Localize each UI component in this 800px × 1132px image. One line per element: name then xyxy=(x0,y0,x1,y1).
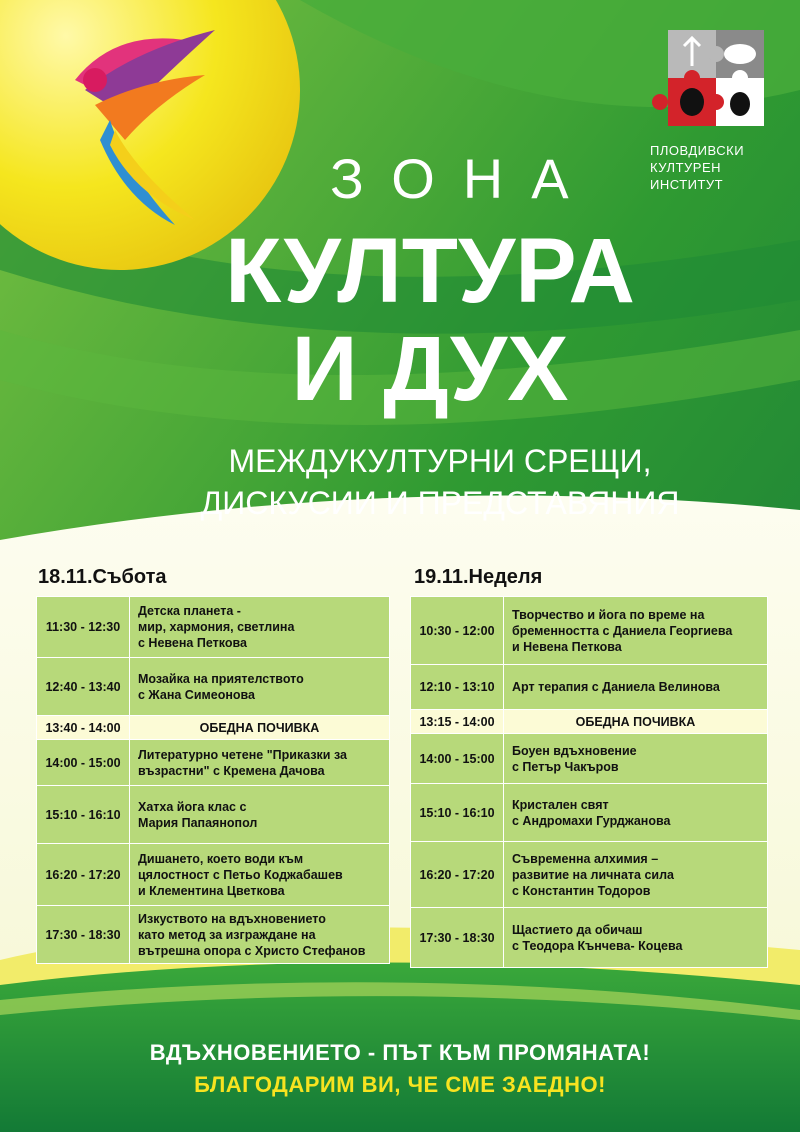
activity-line: Литературно четене "Приказки за xyxy=(138,747,347,762)
activity-line: вътрешна опора с Христо Стефанов xyxy=(138,943,366,958)
schedule-row xyxy=(37,786,390,844)
activity-cell xyxy=(130,740,390,786)
activity-line: Изкуството на вдъхновението xyxy=(138,911,326,926)
activity-line: с Жана Симеонова xyxy=(138,687,256,702)
schedule-row xyxy=(411,908,768,968)
activity-line: с Петър Чакъров xyxy=(512,759,619,774)
break-row xyxy=(37,716,390,740)
day-heading-saturday: 18.11.Събота xyxy=(38,566,167,588)
time-cell: 12:10 - 13:10 xyxy=(411,665,504,710)
activity-line: с Невена Петкова xyxy=(138,636,247,650)
schedule-row xyxy=(411,597,768,665)
activity-line: с Теодора Кънчева- Коцева xyxy=(512,938,683,953)
schedule-row xyxy=(411,665,768,710)
time-cell: 14:00 - 15:00 xyxy=(411,734,504,784)
activity-line: развитие на личната сила xyxy=(512,867,674,882)
schedule-table-sunday xyxy=(410,596,768,968)
subtitle-line: ДИСКУСИИ И ПРЕДСТАВЯНИЯ xyxy=(200,485,680,521)
activity-cell xyxy=(504,908,768,968)
activity-line: бременността с Даниела Георгиева xyxy=(512,623,733,638)
activity-line: цялостност с Петьо Коджабашев xyxy=(138,867,343,882)
time-cell: 16:20 - 17:20 xyxy=(37,844,130,906)
footer-thanks: БЛАГОДАРИМ ВИ, ЧЕ СМЕ ЗАЕДНО! xyxy=(194,1072,606,1097)
title-top: ЗОНА xyxy=(330,147,597,210)
schedule-row xyxy=(37,658,390,716)
schedule-row xyxy=(37,740,390,786)
org-name-line: ИНСТИТУТ xyxy=(650,177,724,192)
activity-line: Кристален свят xyxy=(512,797,609,812)
activity-cell xyxy=(504,842,768,908)
activity-line: с Константин Тодоров xyxy=(512,883,651,898)
schedule-row xyxy=(411,842,768,908)
puzzle-arts-logo-icon xyxy=(648,26,772,134)
activity-line: Мария Папаянопол xyxy=(138,815,258,830)
footer-slogan: ВДЪХНОВЕНИЕТО - ПЪТ КЪМ ПРОМЯНАТА! xyxy=(149,1040,651,1065)
day-heading-sunday: 19.11.Неделя xyxy=(414,566,543,588)
main-title-line: И ДУХ xyxy=(291,318,569,420)
org-name-line: ПЛОВДИВСКИ xyxy=(650,143,745,158)
activity-cell xyxy=(130,597,390,658)
activity-cell xyxy=(130,906,390,964)
activity-cell xyxy=(504,665,768,710)
schedule-body xyxy=(37,597,390,964)
time-cell: 17:30 - 18:30 xyxy=(411,908,504,968)
time-cell: 10:30 - 12:00 xyxy=(411,597,504,665)
schedule-row xyxy=(37,844,390,906)
activity-line: Хатха йога клас с xyxy=(138,799,247,814)
activity-line: Детска планета - xyxy=(138,604,241,618)
schedule-row xyxy=(411,734,768,784)
activity-line: Арт терапия с Даниела Велинова xyxy=(512,680,720,694)
activity-cell xyxy=(504,597,768,665)
time-cell: 11:30 - 12:30 xyxy=(37,597,130,658)
activity-line: възрастни" с Кремена Дачова xyxy=(138,763,325,778)
subtitle-line: МЕЖДУКУЛТУРНИ СРЕЩИ, xyxy=(228,443,652,479)
schedule-table-saturday xyxy=(36,596,390,964)
activity-line: ОБЕДНА ПОЧИВКА xyxy=(575,714,696,729)
activity-line: Дишането, което води към xyxy=(138,851,304,866)
time-cell: 14:00 - 15:00 xyxy=(37,740,130,786)
time-cell: 15:10 - 16:10 xyxy=(411,784,504,842)
subtitle xyxy=(100,440,780,524)
activity-line: и Невена Петкова xyxy=(512,639,622,654)
org-name-line: КУЛТУРЕН xyxy=(650,160,722,175)
time-cell: 17:30 - 18:30 xyxy=(37,906,130,964)
activity-line: и Клементина Цветкова xyxy=(138,883,285,898)
schedule-row xyxy=(37,597,390,658)
activity-cell xyxy=(504,784,768,842)
break-row xyxy=(411,710,768,734)
activity-cell xyxy=(130,658,390,716)
main-title xyxy=(150,222,710,418)
activity-line: като метод за изграждане на xyxy=(138,927,316,942)
time-cell: 16:20 - 17:20 xyxy=(411,842,504,908)
activity-cell xyxy=(504,710,768,734)
schedule-body xyxy=(411,597,768,968)
time-cell: 15:10 - 16:10 xyxy=(37,786,130,844)
activity-line: Мозайка на приятелството xyxy=(138,671,304,686)
activity-line: Щастието да обичаш xyxy=(512,922,643,937)
schedule-row xyxy=(37,906,390,964)
activity-line: Боуен вдъхновение xyxy=(512,743,637,758)
activity-line: мир, хармония, светлина xyxy=(138,620,295,634)
activity-cell xyxy=(130,786,390,844)
activity-line: Творчество и йога по време на xyxy=(512,607,705,622)
activity-cell xyxy=(130,716,390,740)
schedule-row xyxy=(411,784,768,842)
time-cell: 13:40 - 14:00 xyxy=(37,716,130,740)
main-title-line: КУЛТУРА xyxy=(225,220,635,322)
time-cell: 12:40 - 13:40 xyxy=(37,658,130,716)
activity-line: с Андромахи Гурджанова xyxy=(512,813,671,828)
time-cell: 13:15 - 14:00 xyxy=(411,710,504,734)
activity-line: Съвременна алхимия – xyxy=(512,851,659,866)
activity-line: ОБЕДНА ПОЧИВКА xyxy=(199,720,320,735)
activity-cell xyxy=(130,844,390,906)
activity-cell xyxy=(504,734,768,784)
